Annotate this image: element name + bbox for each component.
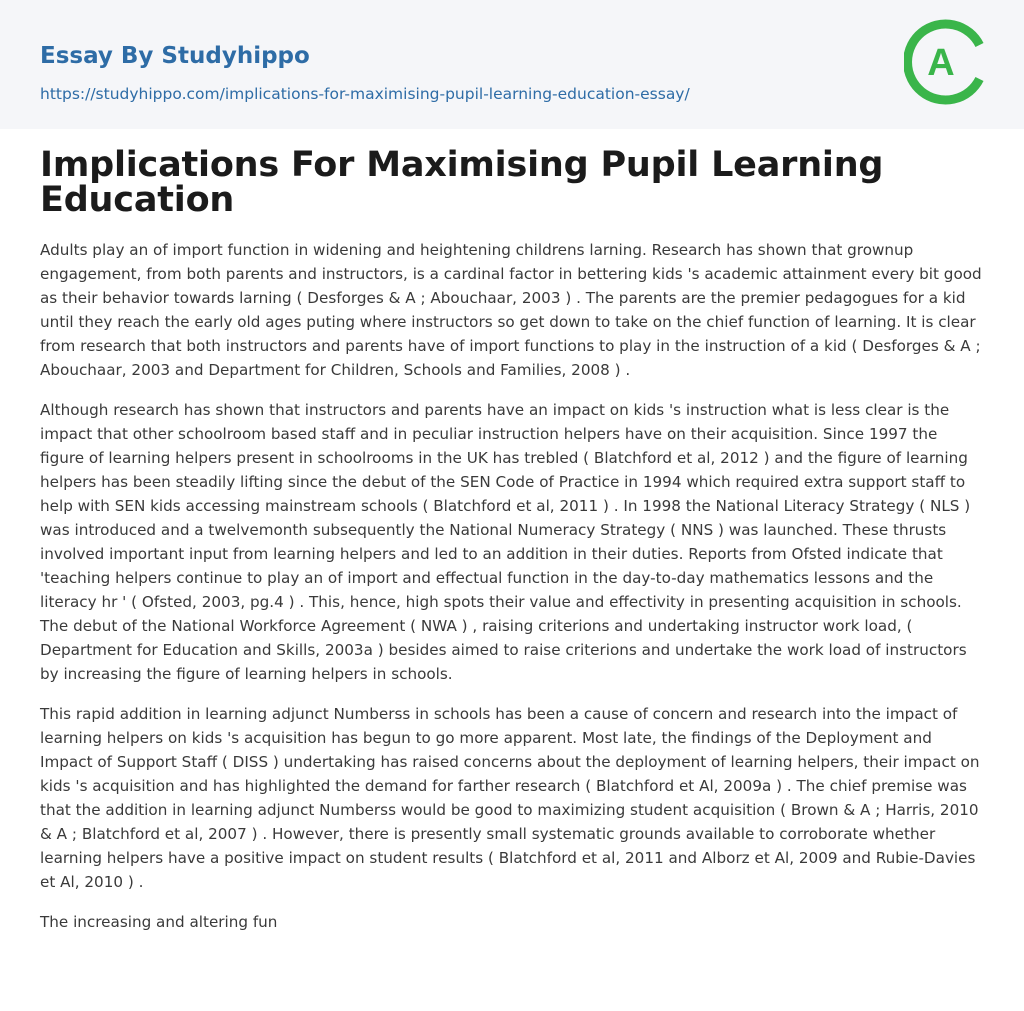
paragraph: The increasing and altering fun xyxy=(40,913,278,931)
paragraph: Although research has shown that instructors and parents have an impact on kids 's instruction what is less clear is the impact that other schoolroom based staff and in peculiar instruction helpers have on their acquisition. Since 1997 the figure of learning helpers present in schoolrooms in the UK has trebled ( Blatchford et al, 2012 ) and the figure of learning helpers has been steadily lifting since the debut of the SEN Code of Practice in 1994 which required extra support staff to help with SEN kids accessing mainstream schools ( Blatchford et al, 2011 ) . In 1998 the National Literacy Strategy ( NLS ) was introduced and a twelvemonth subsequently the National Numeracy Strategy ( NNS ) was launched. These thrusts involved important input from learning helpers and led to an addition in their duties. Reports from Ofsted indicate that 'teaching helpers continue to play an of import and effectual function in the day-to-day mathematics lessons and the literacy hr ' ( Ofsted, 2003, pg.4 ) . This, hence, high spots their value and effectivity in presenting acquisition in schools. The debut of the National Workforce Agreement ( NWA ) , raising criterions and undertaking instructor work load, ( Department for Education and Skills, 2003a ) besides aimed to raise criterions and undertake the work load of instructors by increasing the figure of learning helpers in schools. xyxy=(40,401,971,683)
site-brand[interactable]: Essay By Studyhippo xyxy=(40,43,310,69)
studyhippo-logo-icon[interactable] xyxy=(904,18,988,106)
paragraph: Adults play an of import function in widening and heightening childrens larning. Research has shown that grownup engagement, from both parents and instructors, is a cardinal factor in bettering kids 's academic attainment every bit good as their behavior towards larning ( Desforges & A ; Abouchaar, 2003 ) . The parents are the premier pedagogues for a kid until they reach the early old ages puting where instructors so get down to take on the chief function of learning. It is clear from research that both instructors and parents have of import functions to play in the instruction of a kid ( Desforges & A ; Abouchaar, 2003 and Department for Children, Schools and Families, 2008 ) . xyxy=(40,241,982,379)
paragraph: This rapid addition in learning adjunct Numberss in schools has been a cause of concern and research into the impact of learning helpers on kids 's acquisition has begun to go more apparent. Most late, the findings of the Deployment and Impact of Support Staff ( DISS ) undertaking has raised concerns about the deployment of learning helpers, their impact on kids 's acquisition and has highlighted the demand for farther research ( Blatchford et Al, 2009a ) . The chief premise was that the addition in learning adjunct Numberss would be good to maximizing student acquisition ( Brown & A ; Harris, 2010 & A ; Blatchford et al, 2007 ) . However, there is presently small systematic grounds available to corroborate whether learning helpers have a positive impact on student results ( Blatchford et al, 2011 and Alborz et Al, 2009 and Rubie-Davies et Al, 2010 ) . xyxy=(40,705,980,891)
article xyxy=(40,145,986,950)
site-header xyxy=(0,0,1024,129)
page-url-link[interactable]: https://studyhippo.com/implications-for-maximising-pupil-learning-education-essay/ xyxy=(40,85,690,103)
logo-letter: A xyxy=(927,42,955,84)
page-title: Implications For Maximising Pupil Learning Education xyxy=(40,145,884,220)
